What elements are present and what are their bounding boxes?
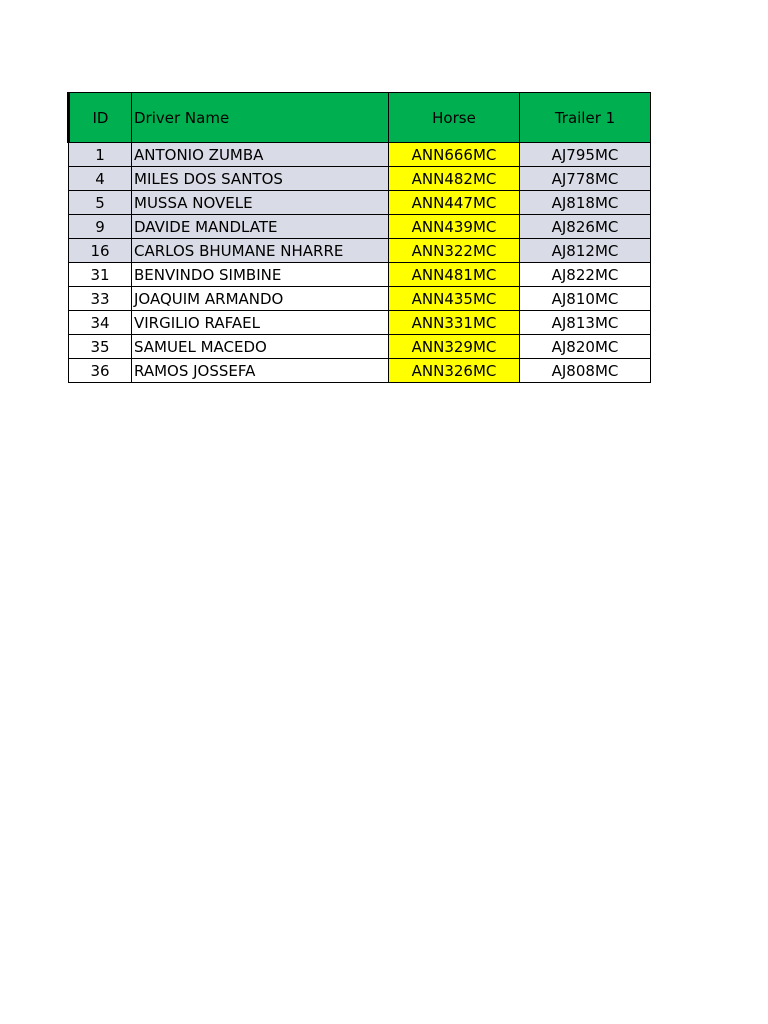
trailer-cell: AJ818MC (520, 191, 651, 215)
trailer-cell: AJ813MC (520, 311, 651, 335)
table-row (69, 215, 651, 239)
header-id: ID (69, 93, 132, 143)
trailer-cell: AJ820MC (520, 335, 651, 359)
id-cell: 34 (69, 311, 132, 335)
id-cell: 4 (69, 167, 132, 191)
id-cell: 16 (69, 239, 132, 263)
header-trailer: Trailer 1 (520, 93, 651, 143)
driver-name-cell: JOAQUIM ARMANDO (132, 287, 389, 311)
header-driver-name: Driver Name (132, 93, 389, 143)
driver-name-cell: SAMUEL MACEDO (132, 335, 389, 359)
driver-name-cell: MUSSA NOVELE (132, 191, 389, 215)
horse-cell: ANN435MC (389, 287, 520, 311)
id-cell: 35 (69, 335, 132, 359)
horse-cell: ANN322MC (389, 239, 520, 263)
header-row (69, 93, 651, 143)
trailer-cell: AJ812MC (520, 239, 651, 263)
horse-cell: ANN666MC (389, 143, 520, 167)
table-row (69, 335, 651, 359)
table-row (69, 167, 651, 191)
driver-table (67, 92, 651, 383)
driver-name-cell: CARLOS BHUMANE NHARRE (132, 239, 389, 263)
horse-cell: ANN326MC (389, 359, 520, 383)
horse-cell: ANN482MC (389, 167, 520, 191)
id-cell: 36 (69, 359, 132, 383)
driver-name-cell: RAMOS JOSSEFA (132, 359, 389, 383)
horse-cell: ANN481MC (389, 263, 520, 287)
table-row (69, 239, 651, 263)
table-body (69, 143, 651, 383)
driver-name-cell: ANTONIO ZUMBA (132, 143, 389, 167)
horse-cell: ANN329MC (389, 335, 520, 359)
id-cell: 31 (69, 263, 132, 287)
trailer-cell: AJ778MC (520, 167, 651, 191)
driver-name-cell: VIRGILIO RAFAEL (132, 311, 389, 335)
trailer-cell: AJ826MC (520, 215, 651, 239)
trailer-cell: AJ810MC (520, 287, 651, 311)
table-row (69, 287, 651, 311)
table-row (69, 359, 651, 383)
horse-cell: ANN331MC (389, 311, 520, 335)
table-row (69, 311, 651, 335)
driver-name-cell: MILES DOS SANTOS (132, 167, 389, 191)
id-cell: 9 (69, 215, 132, 239)
trailer-cell: AJ795MC (520, 143, 651, 167)
table-row (69, 263, 651, 287)
trailer-cell: AJ822MC (520, 263, 651, 287)
id-cell: 33 (69, 287, 132, 311)
horse-cell: ANN439MC (389, 215, 520, 239)
id-cell: 5 (69, 191, 132, 215)
driver-name-cell: BENVINDO SIMBINE (132, 263, 389, 287)
horse-cell: ANN447MC (389, 191, 520, 215)
trailer-cell: AJ808MC (520, 359, 651, 383)
id-cell: 1 (69, 143, 132, 167)
header-horse: Horse (389, 93, 520, 143)
driver-name-cell: DAVIDE MANDLATE (132, 215, 389, 239)
table-row (69, 143, 651, 167)
table-row (69, 191, 651, 215)
